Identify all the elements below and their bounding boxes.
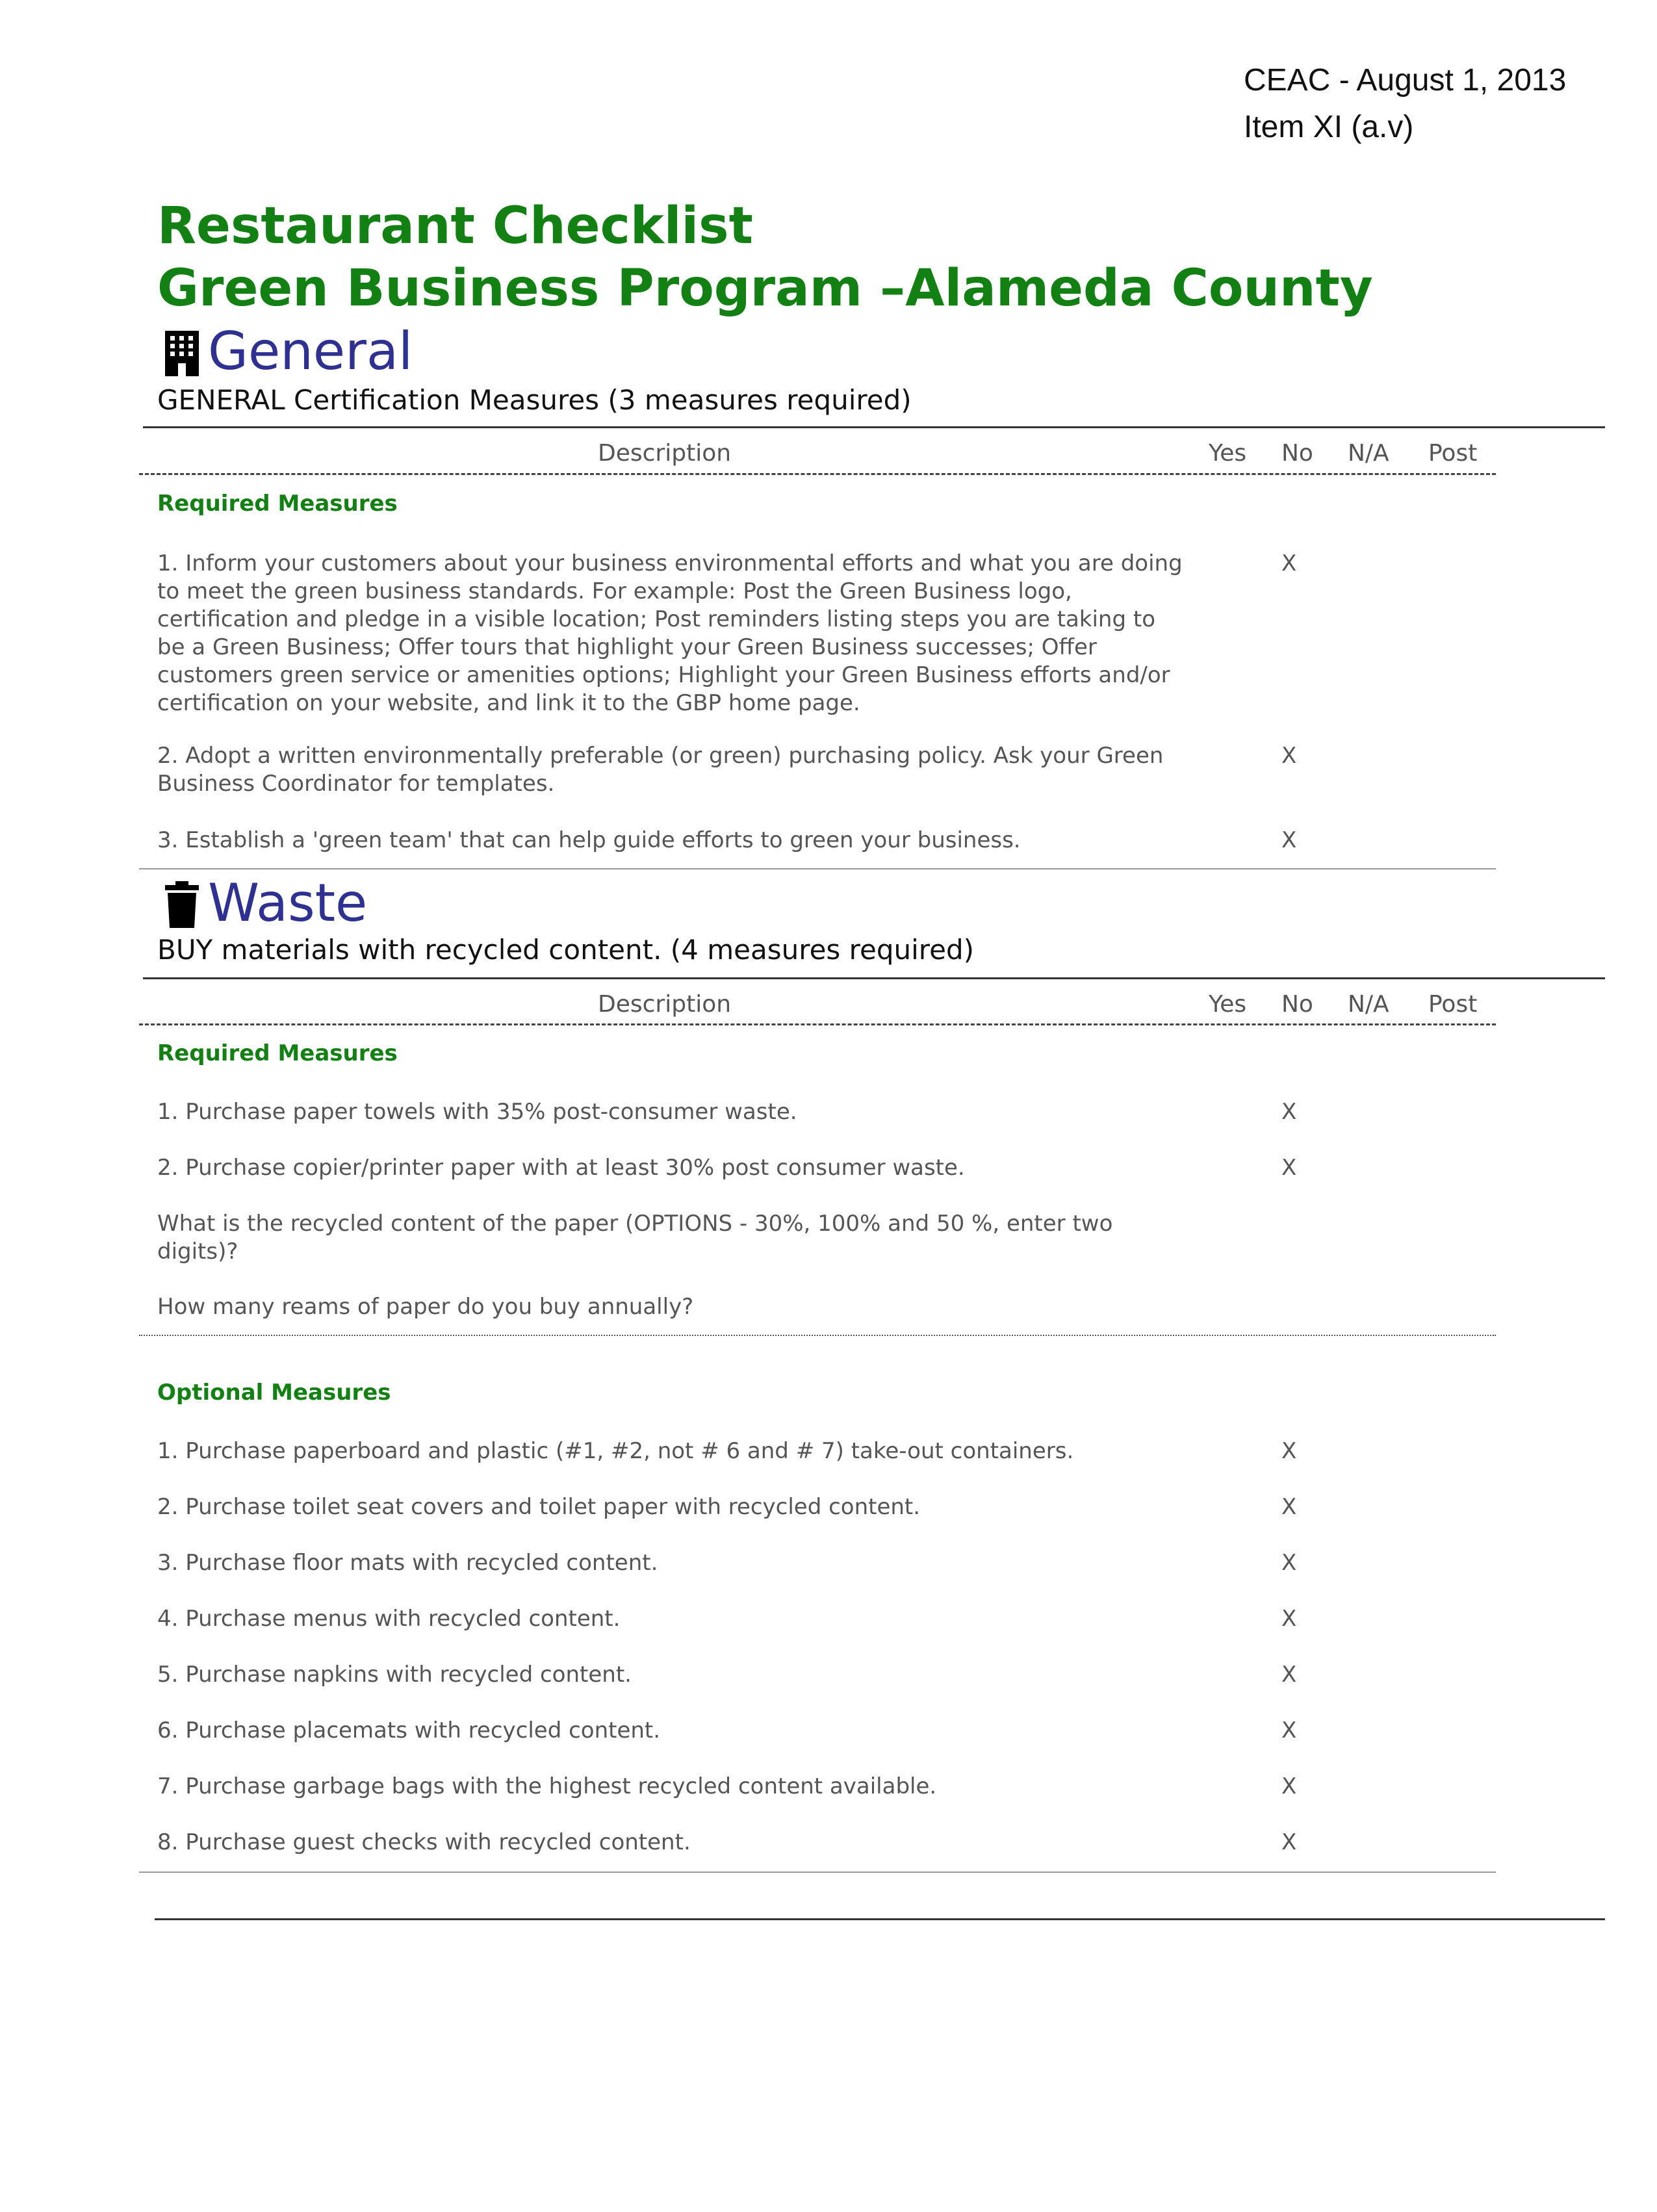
list-item: How many reams of paper do you buy annually? xyxy=(157,1294,694,1320)
list-item: 2. Purchase toilet seat covers and toilet paper with recycled content. xyxy=(157,1494,921,1520)
list-item: 6. Purchase placemats with recycled content. xyxy=(157,1717,661,1743)
divider xyxy=(139,473,1496,475)
no-mark: X xyxy=(1281,1099,1297,1125)
column-header-yes: Yes xyxy=(1209,991,1247,1018)
column-header-description: Description xyxy=(598,991,732,1018)
column-header-post: Post xyxy=(1428,440,1478,467)
no-mark: X xyxy=(1281,550,1297,576)
group-label-required: Required Measures xyxy=(157,491,398,517)
column-header-no: No xyxy=(1281,440,1313,467)
section-heading-general xyxy=(162,322,413,381)
list-item: 1. Purchase paper towels with 35% post-consumer waste. xyxy=(157,1099,797,1125)
column-header-description: Description xyxy=(598,440,732,467)
list-item: 3. Establish a 'green team' that can help guide efforts to green your business. xyxy=(157,827,1021,853)
column-header-no: No xyxy=(1281,991,1313,1018)
no-mark: X xyxy=(1281,1717,1297,1743)
page-footer-rule xyxy=(155,1918,1605,1920)
list-item: 1. Inform your customers about your business environmental efforts and what you are doing to meet the green business standards. For example: Post the Green Business logo, certification and pledge in a visible location; Post reminders listing steps you are taking to be a Green Business; Offer tours that highlight your Green Business successes; Offer customers green service or amenities options; Highlight your Green Business efforts and/or certification on your website, and link it to the GBP home page. xyxy=(157,550,1183,716)
meeting-date: CEAC - August 1, 2013 xyxy=(1244,63,1567,97)
column-header-post: Post xyxy=(1428,991,1478,1018)
divider xyxy=(143,426,1605,428)
no-mark: X xyxy=(1281,1662,1297,1688)
group-label-optional: Optional Measures xyxy=(157,1380,391,1406)
section-title: General xyxy=(208,321,413,381)
divider xyxy=(139,1023,1496,1025)
divider xyxy=(143,977,1605,979)
no-mark: X xyxy=(1281,1494,1297,1520)
section-heading-waste xyxy=(162,874,367,932)
no-mark: X xyxy=(1281,1829,1297,1855)
list-item: 1. Purchase paperboard and plastic (#1, #2, not # 6 and # 7) take-out containers. xyxy=(157,1438,1074,1464)
building-icon xyxy=(162,326,201,378)
list-item: 3. Purchase floor mats with recycled content. xyxy=(157,1550,658,1576)
trash-can-icon xyxy=(162,877,201,929)
section-title: Waste xyxy=(208,873,368,933)
measures-heading: GENERAL Certification Measures (3 measures required) xyxy=(157,384,912,416)
column-header-na: N/A xyxy=(1348,440,1389,467)
list-item: 2. Purchase copier/printer paper with at least 30% post consumer waste. xyxy=(157,1155,965,1181)
no-mark: X xyxy=(1281,827,1297,853)
title-line-2: Green Business Program –Alameda County xyxy=(157,259,1373,318)
no-mark: X xyxy=(1281,1773,1297,1799)
measures-heading: BUY materials with recycled content. (4 measures required) xyxy=(157,934,975,966)
list-item: 8. Purchase guest checks with recycled content. xyxy=(157,1829,691,1855)
document-reference xyxy=(1244,57,1566,151)
list-item: 4. Purchase menus with recycled content. xyxy=(157,1606,621,1632)
no-mark: X xyxy=(1281,1550,1297,1576)
document-title xyxy=(157,195,1373,320)
no-mark: X xyxy=(1281,1438,1297,1464)
list-item: 7. Purchase garbage bags with the highest recycled content available. xyxy=(157,1773,937,1799)
group-label-required: Required Measures xyxy=(157,1040,398,1066)
list-item: 2. Adopt a written environmentally preferable (or green) purchasing policy. Ask your Green Business Coordinator for templates. xyxy=(157,743,1164,797)
agenda-item: Item XI (a.v) xyxy=(1244,110,1414,144)
divider xyxy=(139,868,1496,869)
divider xyxy=(139,1871,1496,1873)
column-header-yes: Yes xyxy=(1209,440,1247,467)
no-mark: X xyxy=(1281,743,1297,769)
no-mark: X xyxy=(1281,1606,1297,1632)
divider xyxy=(139,1335,1496,1336)
list-item: What is the recycled content of the paper (OPTIONS - 30%, 100% and 50 %, enter two digits)? xyxy=(157,1211,1113,1265)
column-header-na: N/A xyxy=(1348,991,1389,1018)
title-line-1: Restaurant Checklist xyxy=(157,197,753,255)
no-mark: X xyxy=(1281,1155,1297,1181)
list-item: 5. Purchase napkins with recycled content. xyxy=(157,1662,632,1688)
